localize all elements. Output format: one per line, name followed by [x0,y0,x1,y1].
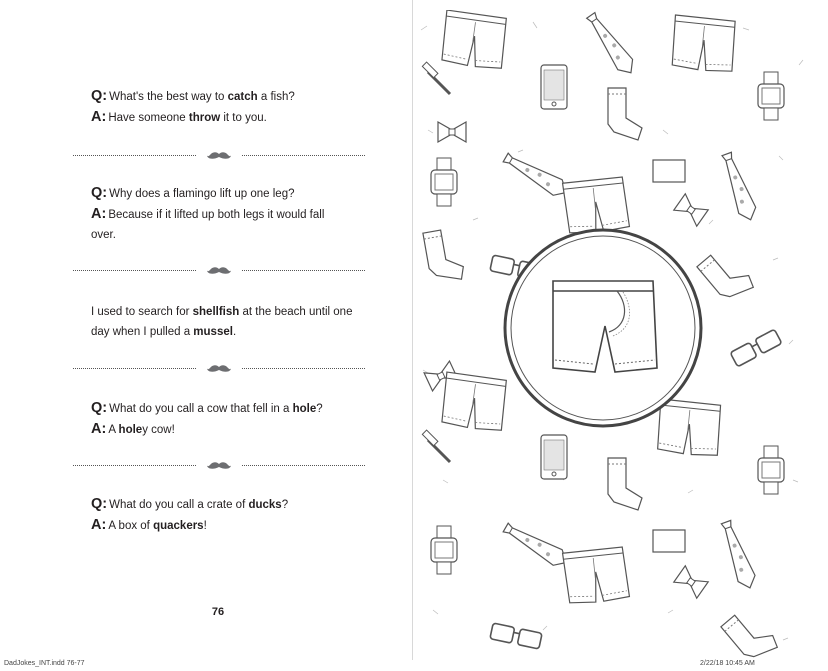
bold-word: ducks [248,499,282,511]
text-run: A box of [108,520,154,532]
text-run: A [108,424,119,436]
text-run: I used to search for [91,306,193,318]
badge-icon [653,160,685,182]
slug-left: DadJokes_INT.indd 76-77 [4,660,85,667]
text-run: at the beach until one day when I pulled a [91,306,353,338]
bold-word: mussel [193,326,233,338]
mustache-divider [73,151,365,161]
text-run: y cow! [142,424,175,436]
bold-word: catch [227,91,258,103]
bold-word: throw [188,112,221,124]
page-number: 76 [211,606,225,618]
answer-text [108,520,206,532]
joke-1 [91,86,361,128]
question-label: Q: [91,88,108,104]
text-run: ! [203,520,207,532]
answer-label: A: [91,109,107,125]
pattern-illustration [413,10,818,658]
bold-word: hole [118,424,143,436]
text-run: ? [316,403,323,415]
mustache-icon [207,364,231,374]
question-text [109,188,294,200]
mustache-divider [73,461,365,471]
text-run: What do you call a crate of [109,499,249,511]
joke-3 [91,302,356,342]
question-text [109,499,288,511]
bold-word: shellfish [192,306,240,318]
joke-2 [91,183,361,245]
mustache-divider [73,266,365,276]
text-run: . [232,326,237,338]
text-run: What do you call a cow that fell in a [109,403,293,415]
answer-label: A: [91,517,107,533]
answer-text [108,112,267,124]
bold-word: hole [292,403,317,415]
answer-text [91,209,324,241]
answer-label: A: [91,206,107,222]
answer-label: A: [91,421,107,437]
mustache-divider [73,364,365,374]
joke-5 [91,494,361,536]
text-run: Why does a flamingo lift up one leg? [109,188,295,200]
bold-word: quackers [153,520,204,532]
mustache-icon [207,266,231,276]
illustration-page [413,10,818,658]
text-run: What's the best way to [109,91,228,103]
question-label: Q: [91,496,108,512]
text-run: ? [281,499,289,511]
joke-text [91,306,352,338]
text-run: Have someone [108,112,189,124]
joke-4 [91,398,361,440]
answer-text [108,424,174,436]
slug-right: 2/22/18 10:45 AM [700,660,755,667]
question-label: Q: [91,400,108,416]
question-text [109,91,295,103]
text-run: it to you. [220,112,267,124]
mustache-icon [207,461,231,471]
question-text [109,403,323,415]
question-label: Q: [91,185,108,201]
left-page [0,0,413,660]
mustache-icon [207,151,231,161]
text-run: a fish? [257,91,295,103]
text-run: Because if it lifted up both legs it would fall over. [91,209,325,241]
